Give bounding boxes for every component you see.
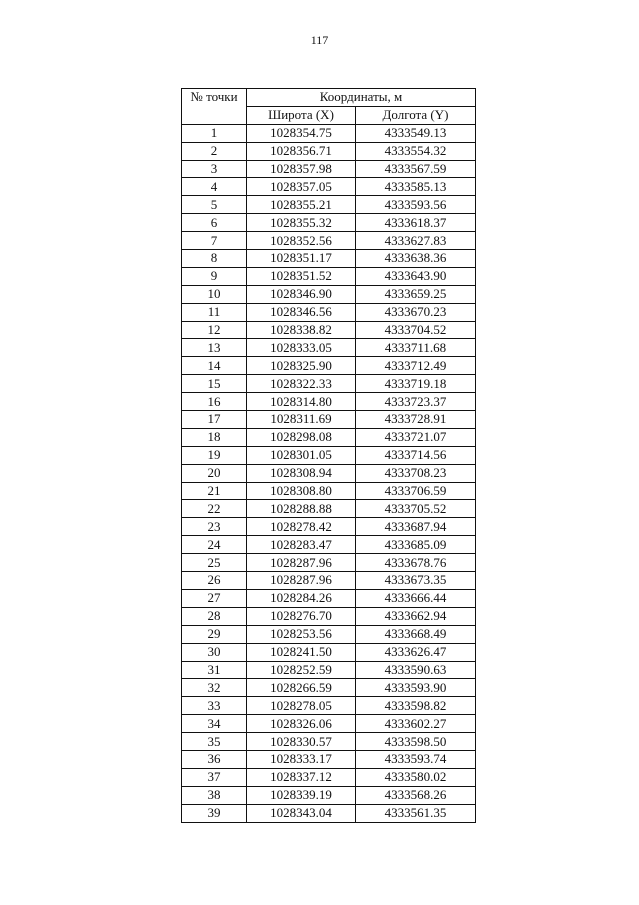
latitude-cell: 1028357.98 <box>247 160 356 178</box>
point-number-cell: 24 <box>182 536 247 554</box>
latitude-cell: 1028326.06 <box>247 715 356 733</box>
table-row <box>182 733 476 751</box>
longitude-cell: 4333721.07 <box>356 428 476 446</box>
longitude-cell: 4333626.47 <box>356 643 476 661</box>
latitude-cell: 1028356.71 <box>247 142 356 160</box>
table-row <box>182 607 476 625</box>
table-row <box>182 554 476 572</box>
longitude-cell: 4333706.59 <box>356 482 476 500</box>
table-row <box>182 124 476 142</box>
longitude-cell: 4333662.94 <box>356 607 476 625</box>
table-row <box>182 250 476 268</box>
latitude-cell: 1028253.56 <box>247 625 356 643</box>
longitude-cell: 4333670.23 <box>356 303 476 321</box>
latitude-cell: 1028351.17 <box>247 250 356 268</box>
longitude-cell: 4333708.23 <box>356 464 476 482</box>
table-row <box>182 411 476 429</box>
table-row <box>182 482 476 500</box>
point-number-cell: 4 <box>182 178 247 196</box>
table-row <box>182 518 476 536</box>
longitude-cell: 4333714.56 <box>356 446 476 464</box>
latitude-cell: 1028325.90 <box>247 357 356 375</box>
latitude-cell: 1028337.12 <box>247 768 356 786</box>
longitude-cell: 4333668.49 <box>356 625 476 643</box>
table-body <box>182 124 476 822</box>
table-row <box>182 643 476 661</box>
point-number-cell: 1 <box>182 124 247 142</box>
point-number-cell: 32 <box>182 679 247 697</box>
table-row <box>182 589 476 607</box>
table-row <box>182 715 476 733</box>
latitude-cell: 1028357.05 <box>247 178 356 196</box>
point-number-cell: 2 <box>182 142 247 160</box>
longitude-cell: 4333643.90 <box>356 267 476 285</box>
latitude-cell: 1028252.59 <box>247 661 356 679</box>
page-number: 117 <box>310 33 329 47</box>
header-longitude: Долгота (Y) <box>356 106 476 124</box>
latitude-cell: 1028278.05 <box>247 697 356 715</box>
longitude-cell: 4333568.26 <box>356 786 476 804</box>
latitude-cell: 1028346.56 <box>247 303 356 321</box>
longitude-cell: 4333704.52 <box>356 321 476 339</box>
point-number-cell: 5 <box>182 196 247 214</box>
point-number-cell: 33 <box>182 697 247 715</box>
latitude-cell: 1028352.56 <box>247 232 356 250</box>
longitude-cell: 4333593.74 <box>356 750 476 768</box>
longitude-cell: 4333659.25 <box>356 285 476 303</box>
latitude-cell: 1028308.94 <box>247 464 356 482</box>
longitude-cell: 4333602.27 <box>356 715 476 733</box>
table-row <box>182 464 476 482</box>
table-row <box>182 428 476 446</box>
latitude-cell: 1028284.26 <box>247 589 356 607</box>
longitude-cell: 4333554.32 <box>356 142 476 160</box>
longitude-cell: 4333590.63 <box>356 661 476 679</box>
table-row <box>182 214 476 232</box>
longitude-cell: 4333687.94 <box>356 518 476 536</box>
point-number-cell: 3 <box>182 160 247 178</box>
table-row <box>182 303 476 321</box>
table-row <box>182 697 476 715</box>
latitude-cell: 1028354.75 <box>247 124 356 142</box>
point-number-cell: 9 <box>182 267 247 285</box>
table-row <box>182 500 476 518</box>
header-row-top <box>182 89 476 107</box>
table-row <box>182 142 476 160</box>
latitude-cell: 1028288.88 <box>247 500 356 518</box>
point-number-cell: 8 <box>182 250 247 268</box>
latitude-cell: 1028298.08 <box>247 428 356 446</box>
table-row <box>182 232 476 250</box>
header-coordinates: Координаты, м <box>247 89 476 107</box>
table-row <box>182 536 476 554</box>
longitude-cell: 4333678.76 <box>356 554 476 572</box>
table-row <box>182 196 476 214</box>
latitude-cell: 1028311.69 <box>247 411 356 429</box>
table-row <box>182 750 476 768</box>
point-number-cell: 20 <box>182 464 247 482</box>
point-number-cell: 38 <box>182 786 247 804</box>
longitude-cell: 4333712.49 <box>356 357 476 375</box>
coordinates-table <box>181 88 476 823</box>
longitude-cell: 4333618.37 <box>356 214 476 232</box>
longitude-cell: 4333580.02 <box>356 768 476 786</box>
longitude-cell: 4333567.59 <box>356 160 476 178</box>
point-number-cell: 31 <box>182 661 247 679</box>
latitude-cell: 1028308.80 <box>247 482 356 500</box>
point-number-cell: 6 <box>182 214 247 232</box>
point-number-cell: 27 <box>182 589 247 607</box>
longitude-cell: 4333598.50 <box>356 733 476 751</box>
point-number-cell: 23 <box>182 518 247 536</box>
point-number-cell: 7 <box>182 232 247 250</box>
table-row <box>182 160 476 178</box>
table-row <box>182 339 476 357</box>
point-number-cell: 28 <box>182 607 247 625</box>
longitude-cell: 4333585.13 <box>356 178 476 196</box>
latitude-cell: 1028343.04 <box>247 804 356 822</box>
latitude-cell: 1028322.33 <box>247 375 356 393</box>
longitude-cell: 4333673.35 <box>356 572 476 590</box>
latitude-cell: 1028283.47 <box>247 536 356 554</box>
table-row <box>182 375 476 393</box>
header-point-number: № точки <box>182 89 247 125</box>
table-row <box>182 768 476 786</box>
table-row <box>182 625 476 643</box>
longitude-cell: 4333705.52 <box>356 500 476 518</box>
latitude-cell: 1028278.42 <box>247 518 356 536</box>
point-number-cell: 19 <box>182 446 247 464</box>
latitude-cell: 1028355.32 <box>247 214 356 232</box>
table-row <box>182 679 476 697</box>
table-row <box>182 393 476 411</box>
latitude-cell: 1028301.05 <box>247 446 356 464</box>
longitude-cell: 4333593.90 <box>356 679 476 697</box>
longitude-cell: 4333627.83 <box>356 232 476 250</box>
point-number-cell: 17 <box>182 411 247 429</box>
point-number-cell: 13 <box>182 339 247 357</box>
point-number-cell: 36 <box>182 750 247 768</box>
latitude-cell: 1028333.17 <box>247 750 356 768</box>
longitude-cell: 4333711.68 <box>356 339 476 357</box>
table-row <box>182 285 476 303</box>
table-row <box>182 786 476 804</box>
table-row <box>182 661 476 679</box>
latitude-cell: 1028287.96 <box>247 554 356 572</box>
longitude-cell: 4333549.13 <box>356 124 476 142</box>
longitude-cell: 4333593.56 <box>356 196 476 214</box>
point-number-cell: 25 <box>182 554 247 572</box>
table-row <box>182 572 476 590</box>
table-row <box>182 446 476 464</box>
latitude-cell: 1028338.82 <box>247 321 356 339</box>
point-number-cell: 39 <box>182 804 247 822</box>
point-number-cell: 21 <box>182 482 247 500</box>
longitude-cell: 4333638.36 <box>356 250 476 268</box>
longitude-cell: 4333666.44 <box>356 589 476 607</box>
longitude-cell: 4333723.37 <box>356 393 476 411</box>
longitude-cell: 4333719.18 <box>356 375 476 393</box>
latitude-cell: 1028351.52 <box>247 267 356 285</box>
latitude-cell: 1028330.57 <box>247 733 356 751</box>
point-number-cell: 18 <box>182 428 247 446</box>
latitude-cell: 1028355.21 <box>247 196 356 214</box>
table-row <box>182 178 476 196</box>
longitude-cell: 4333685.09 <box>356 536 476 554</box>
point-number-cell: 15 <box>182 375 247 393</box>
latitude-cell: 1028314.80 <box>247 393 356 411</box>
table-row <box>182 267 476 285</box>
point-number-cell: 22 <box>182 500 247 518</box>
latitude-cell: 1028339.19 <box>247 786 356 804</box>
latitude-cell: 1028266.59 <box>247 679 356 697</box>
table-row <box>182 804 476 822</box>
table-row <box>182 357 476 375</box>
header-latitude: Широта (X) <box>247 106 356 124</box>
latitude-cell: 1028346.90 <box>247 285 356 303</box>
longitude-cell: 4333598.82 <box>356 697 476 715</box>
longitude-cell: 4333561.35 <box>356 804 476 822</box>
latitude-cell: 1028241.50 <box>247 643 356 661</box>
latitude-cell: 1028287.96 <box>247 572 356 590</box>
table-row <box>182 321 476 339</box>
point-number-cell: 35 <box>182 733 247 751</box>
point-number-cell: 16 <box>182 393 247 411</box>
point-number-cell: 26 <box>182 572 247 590</box>
point-number-cell: 34 <box>182 715 247 733</box>
point-number-cell: 29 <box>182 625 247 643</box>
point-number-cell: 10 <box>182 285 247 303</box>
longitude-cell: 4333728.91 <box>356 411 476 429</box>
latitude-cell: 1028333.05 <box>247 339 356 357</box>
table-header <box>182 89 476 125</box>
point-number-cell: 12 <box>182 321 247 339</box>
point-number-cell: 30 <box>182 643 247 661</box>
latitude-cell: 1028276.70 <box>247 607 356 625</box>
point-number-cell: 37 <box>182 768 247 786</box>
point-number-cell: 11 <box>182 303 247 321</box>
point-number-cell: 14 <box>182 357 247 375</box>
